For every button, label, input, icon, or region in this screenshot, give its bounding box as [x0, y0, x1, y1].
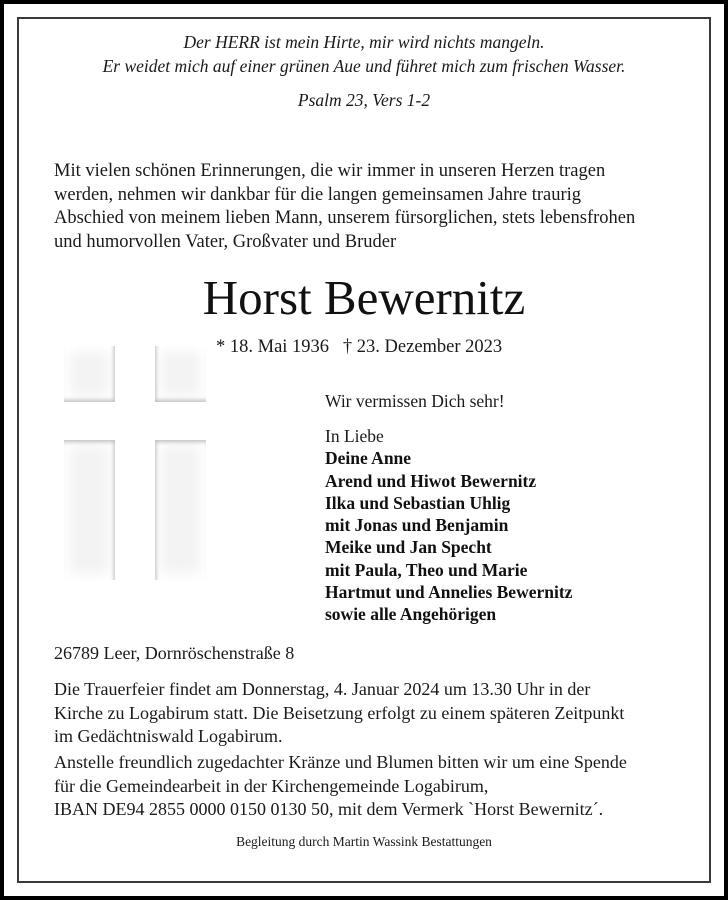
family-address: 26789 Leer, Dornröschenstraße 8 [54, 643, 295, 663]
deceased-name: Horst Bewernitz [202, 270, 526, 325]
cross-shadow-block-top-left [64, 346, 115, 402]
family-member: Deine Anne [325, 448, 412, 469]
family-member: mit Paula, Theo und Marie [325, 559, 528, 580]
cross-icon [60, 342, 210, 587]
ceremony-details: Die Trauerfeier findet am Donnerstag, 4. Januar 2024 um 13.30 Uhr in der Kirche zu Logabirum statt. Die Beisetzung erfolgt zu einem späteren Zeitpunkt im Gedächtniswald Logabirum. [54, 679, 625, 746]
psalm-verse-line-2: Er weidet mich auf einer grünen Aue und führet mich zum frischen Wasser. [102, 56, 626, 76]
family-member: mit Jonas und Benjamin [325, 515, 509, 536]
family-member: sowie alle Angehörigen [325, 604, 497, 625]
farewell-message: Wir vermissen Dich sehr! [325, 391, 505, 411]
cross-shadow-block-bottom-left [64, 440, 115, 580]
cross-shadow-block-top-right [155, 346, 206, 402]
family-member: Arend und Hiwot Bewernitz [325, 470, 537, 491]
intro-paragraph: Mit vielen schönen Erinnerungen, die wir immer in unseren Herzen tragen werden, nehmen wir dankbar für die langen gemeinsamen Jahre traurig Abschied von meinem lieben Mann, unserem fürsorglichen, stets lebensfrohen und humorvollen Vater, Großvater und Bruder [54, 161, 636, 252]
life-dates: * 18. Mai 1936 † 23. Dezember 2023 [216, 337, 503, 357]
family-list [325, 425, 572, 626]
family-member: Hartmut und Annelies Bewernitz [325, 582, 573, 603]
psalm-verse-line-1: Der HERR ist mein Hirte, mir wird nichts mangeln. [183, 32, 545, 52]
donation-request: Anstelle freundlich zugedachter Kränze und Blumen bitten wir um eine Spende für die Gemeindearbeit in der Kirchengemeinde Logabirum, IBAN DE94 2855 0000 0150 0130 50, mit dem Vermerk `Horst Bewernitz´. [54, 752, 627, 819]
family-intro: In Liebe [325, 426, 384, 446]
psalm-reference: Psalm 23, Vers 1-2 [297, 90, 431, 110]
family-member: Meike und Jan Specht [325, 537, 492, 558]
family-member: Ilka und Sebastian Uhlig [325, 492, 511, 513]
cross-shadow-block-bottom-right [155, 440, 206, 580]
undertaker-credit: Begleitung durch Martin Wassink Bestattungen [236, 834, 492, 849]
